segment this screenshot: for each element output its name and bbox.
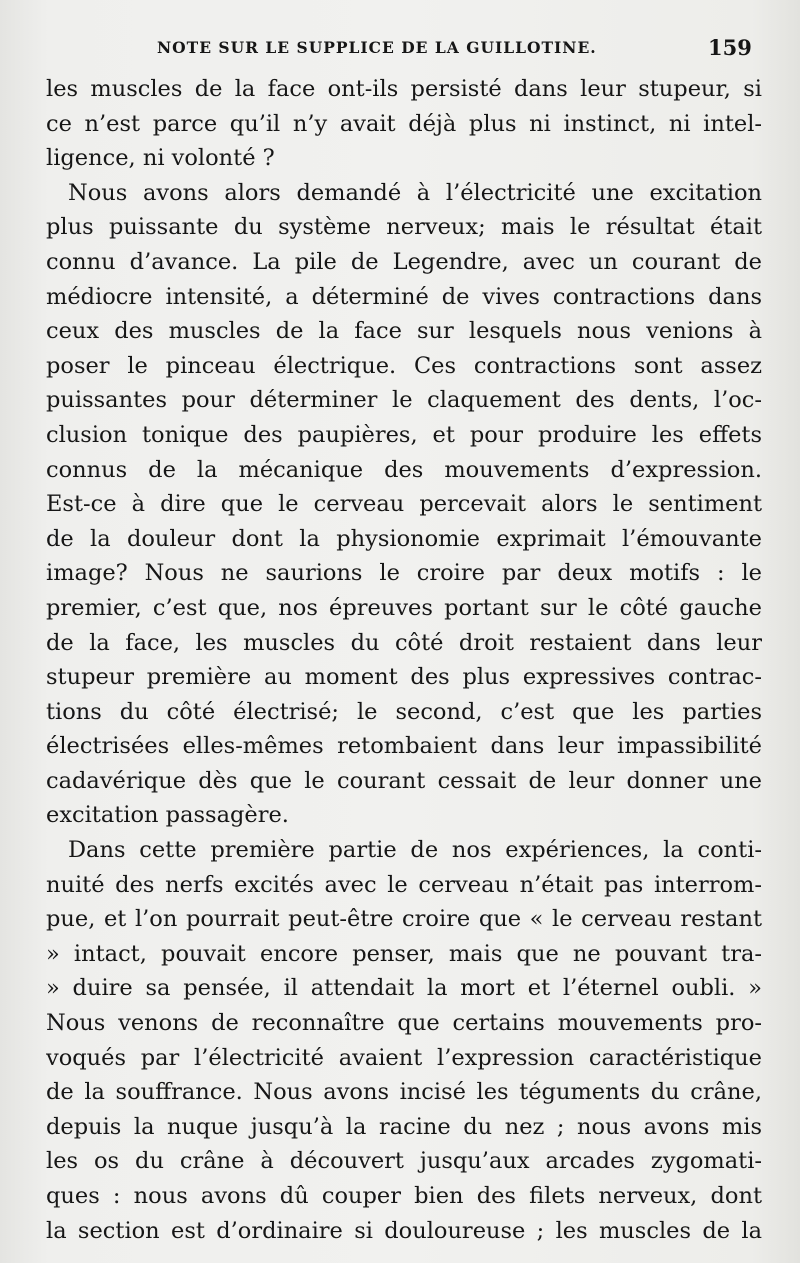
text-line: de la douleur dont la physionomie exprimait l’émouvante bbox=[46, 525, 762, 552]
text-line: ce n’est parce qu’il n’y avait déjà plus ni instinct, ni intel- bbox=[46, 110, 762, 137]
text-line: la section est d’ordinaire si douloureuse ; les muscles de la bbox=[46, 1217, 762, 1244]
text-line: les os du crâne à découvert jusqu’aux arcades zygomati- bbox=[46, 1148, 762, 1175]
body-text bbox=[46, 72, 762, 1248]
text-line: depuis la nuque jusqu’à la racine du nez ; nous avons mis bbox=[46, 1113, 762, 1140]
text-line: électrisées elles-mêmes retombaient dans leur impassibilité bbox=[46, 733, 762, 760]
text-line: ceux des muscles de la face sur lesquels nous venions à bbox=[46, 318, 762, 345]
text-line: ligence, ni volonté ? bbox=[46, 145, 275, 172]
page-number: 159 bbox=[708, 35, 752, 60]
text-line: ques : nous avons dû couper bien des filets nerveux, dont bbox=[46, 1183, 762, 1209]
text-line: » duire sa pensée, il attendait la mort et l’éternel oubli. » bbox=[46, 975, 762, 1002]
text-line: excitation passagère. bbox=[46, 802, 289, 829]
text-line: nuité des nerfs excités avec le cerveau n’était pas interrom- bbox=[46, 871, 762, 898]
text-line: image? Nous ne saurions le croire par deux motifs : le bbox=[46, 560, 762, 587]
text-line: Nous avons alors demandé à l’électricité une excitation bbox=[68, 179, 762, 206]
text-line: stupeur première au moment des plus expressives contrac- bbox=[46, 664, 762, 691]
text-line: plus puissante du système nerveux; mais le résultat était bbox=[46, 214, 762, 241]
text-line: » intact, pouvait encore penser, mais que ne pouvant tra- bbox=[46, 940, 762, 967]
text-line: de la face, les muscles du côté droit restaient dans leur bbox=[46, 629, 762, 656]
text-line: voqués par l’électricité avaient l’expression caractéristique bbox=[46, 1044, 762, 1071]
text-line: premier, c’est que, nos épreuves portant sur le côté gauche bbox=[46, 594, 762, 621]
text-line: tions du côté électrisé; le second, c’est que les parties bbox=[46, 698, 762, 725]
text-line: les muscles de la face ont-ils persisté dans leur stupeur, si bbox=[46, 76, 762, 102]
page-header bbox=[0, 35, 800, 68]
text-line: connus de la mécanique des mouvements d’expression. bbox=[46, 456, 762, 483]
text-line: médiocre intensité, a déterminé de vives contractions dans bbox=[46, 283, 762, 310]
text-line: pue, et l’on pourrait peut-être croire que « le cerveau restant bbox=[46, 906, 762, 933]
text-line: Dans cette première partie de nos expériences, la conti- bbox=[68, 837, 762, 864]
text-line: Est-ce à dire que le cerveau percevait alors le sentiment bbox=[46, 491, 762, 518]
text-line: connu d’avance. La pile de Legendre, avec un courant de bbox=[46, 248, 762, 275]
text-line: de la souffrance. Nous avons incisé les téguments du crâne, bbox=[46, 1079, 762, 1106]
text-line: poser le pinceau électrique. Ces contractions sont assez bbox=[46, 352, 762, 379]
running-title: NOTE SUR LE SUPPLICE DE LA GUILLOTINE. bbox=[157, 38, 597, 57]
text-line: clusion tonique des paupières, et pour produire les effets bbox=[46, 421, 762, 448]
text-line: cadavérique dès que le courant cessait de leur donner une bbox=[46, 767, 762, 794]
text-line: Nous venons de reconnaître que certains mouvements pro- bbox=[46, 1010, 762, 1037]
text-line: puissantes pour déterminer le claquement des dents, l’oc- bbox=[46, 387, 762, 414]
